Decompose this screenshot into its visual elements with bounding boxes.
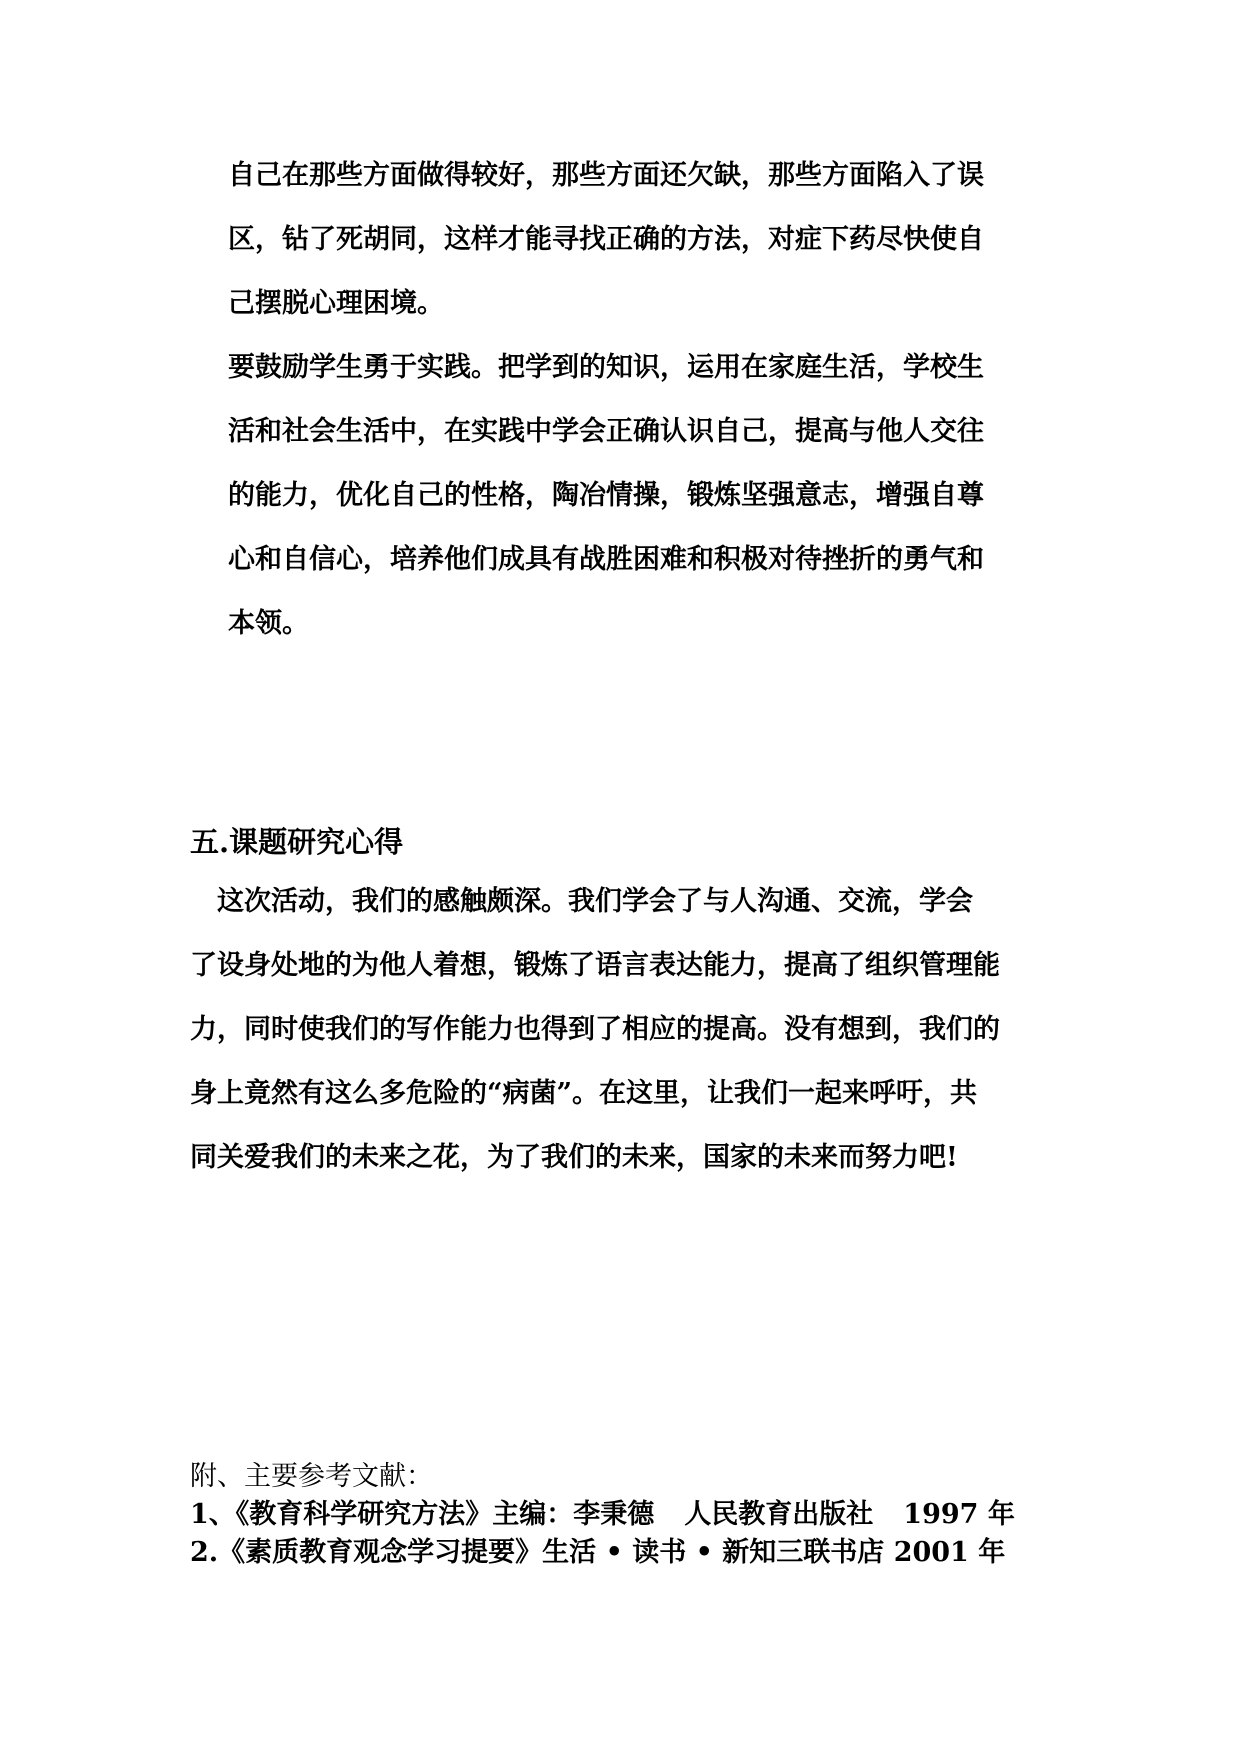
paragraph-line: 了设身处地的为他人着想，锻炼了语言表达能力，提高了组织管理能 — [190, 950, 1000, 981]
paragraph-line: 本领。 — [228, 608, 309, 639]
paragraph-line: 活和社会生活中，在实践中学会正确认识自己，提高与他人交往 — [228, 416, 984, 447]
reference-year: 1997 年 — [903, 1499, 1015, 1530]
section5-heading: 五.课题研究心得 — [190, 825, 404, 859]
paragraph-line: 身上竟然有这么多危险的“病菌”。在这里，让我们一起来呼吁，共 — [190, 1078, 978, 1109]
paragraph-line: 要鼓励学生勇于实践。把学到的知识，运用在家庭生活，学校生 — [228, 352, 984, 383]
paragraph-line: 的能力，优化自己的性格，陶冶情操，锻炼坚强意志，增强自尊 — [228, 480, 984, 511]
paragraph-line: 己摆脱心理困境。 — [228, 288, 444, 319]
reference-item: 2.《素质教育观念学习提要》生活 • 读书 • 新知三联书店 2001 年 — [190, 1537, 1006, 1568]
reference-publisher: 人民教育出版社 — [684, 1499, 874, 1530]
paragraph-line: 心和自信心，培养他们成具有战胜困难和积极对待挫折的勇气和 — [228, 544, 984, 575]
reference-item — [190, 1498, 1070, 1536]
paragraph-line: 这次活动，我们的感触颇深。我们学会了与人沟通、交流，学会 — [190, 886, 973, 917]
paragraph-line: 力，同时使我们的写作能力也得到了相应的提高。没有想到，我们的 — [190, 1014, 1000, 1045]
paragraph-line: 区，钻了死胡同，这样才能寻找正确的方法，对症下药尽快使自 — [228, 224, 984, 255]
paragraph-line: 自己在那些方面做得较好，那些方面还欠缺，那些方面陷入了误 — [228, 160, 984, 191]
references-title: 附、主要参考文献： — [190, 1461, 433, 1492]
references-section — [190, 1460, 1070, 1574]
section5-paragraph — [190, 886, 1060, 1206]
section4-paragraphs — [228, 160, 1058, 672]
reference-text: 1、《教育科学研究方法》主编：李秉德 — [190, 1499, 655, 1530]
paragraph-line: 同关爱我们的未来之花，为了我们的未来，国家的未来而努力吧! — [190, 1142, 958, 1173]
